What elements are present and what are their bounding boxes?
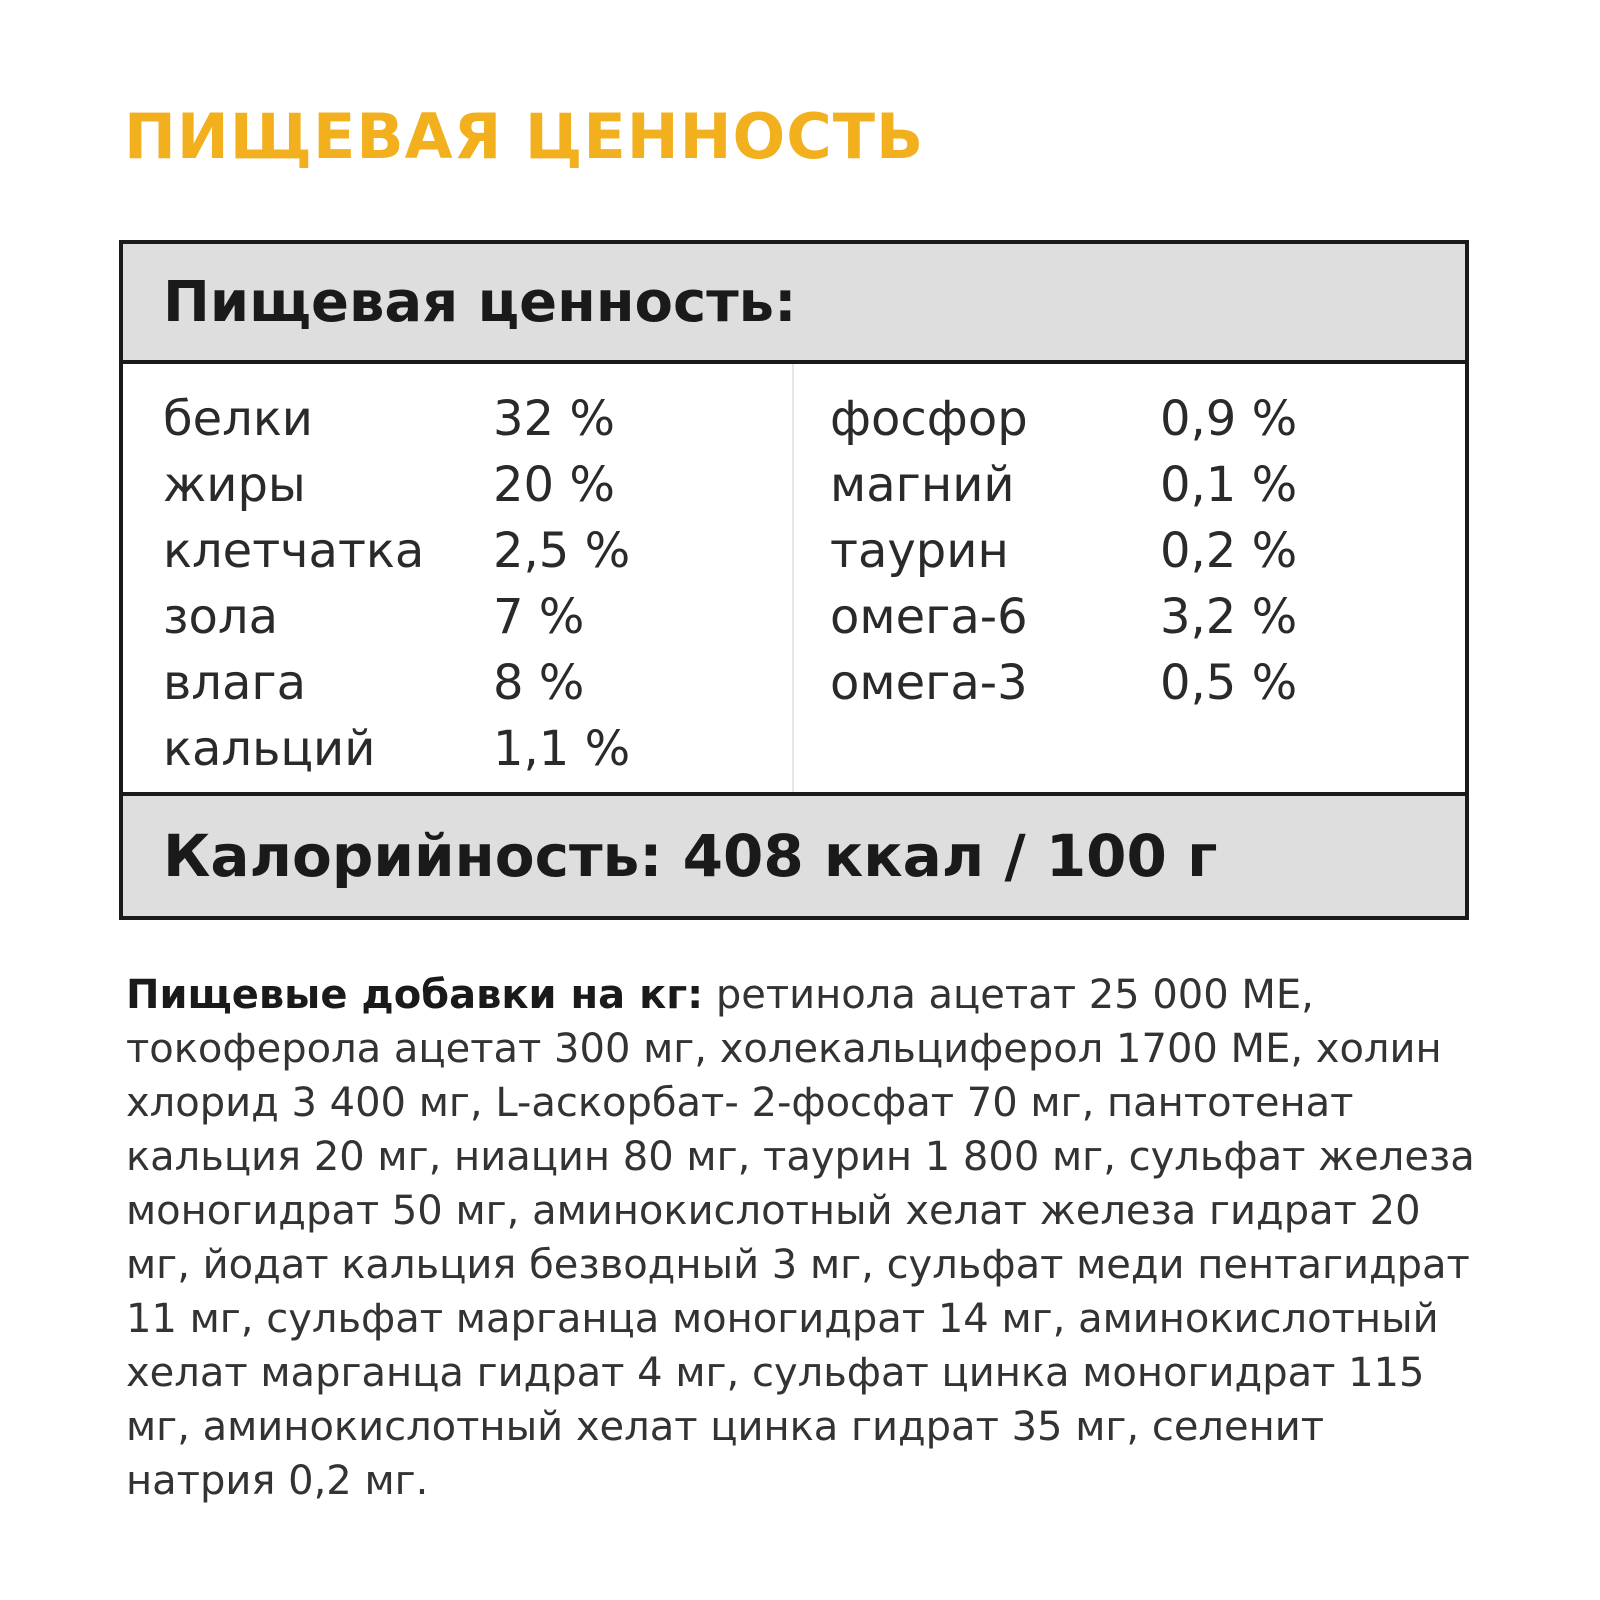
- nutrient-name: влага: [163, 655, 307, 711]
- nutrients-right-column: [794, 364, 1465, 792]
- additives-paragraph: [126, 968, 1486, 1508]
- nutrient-row: [830, 452, 1465, 518]
- nutrient-name: омега-6: [830, 589, 1028, 645]
- page-title: ПИЩЕВАЯ ЦЕННОСТЬ: [124, 100, 925, 173]
- nutrient-name: кальций: [163, 721, 376, 777]
- nutrients-left-column: [123, 364, 794, 792]
- nutrient-name: омега-3: [830, 655, 1028, 711]
- nutrient-value: 0,9 %: [1160, 391, 1298, 447]
- nutrient-name: магний: [830, 457, 1015, 513]
- nutrient-row: [830, 386, 1465, 452]
- nutrient-value: 2,5 %: [493, 523, 631, 579]
- nutrient-row: [163, 452, 792, 518]
- nutrient-row: [830, 584, 1465, 650]
- nutrient-value: 7 %: [493, 589, 585, 645]
- nutrient-value: 20 %: [493, 457, 615, 513]
- nutrient-row: [163, 386, 792, 452]
- additives-text: ретинола ацетат 25 000 МЕ, токоферола ацетат 300 мг, холекальциферол 1700 МЕ, холин хлорид 3 400 мг, L-аскорбат- 2-фосфат 70 мг, пантотенат кальция 20 мг, ниацин 80 мг, таурин 1 800 мг, сульфат железа моногидрат 50 мг, аминокислотный хелат железа гидрат 20 мг, йодат кальция безводный 3 мг, сульфат меди пентагидрат 11 мг, сульфат марганца моногидрат 14 мг, аминокислотный хелат марганца гидрат 4 мг, сульфат цинка моногидрат 115 мг, аминокислотный хелат цинка гидрат 35 мг, селенит натрия 0,2 мг.: [126, 972, 1475, 1504]
- table-body: [123, 364, 1465, 792]
- nutrient-row: [163, 584, 792, 650]
- nutrient-name: фосфор: [830, 391, 1028, 447]
- calorie-footer: Калорийность: 408 ккал / 100 г: [123, 792, 1465, 916]
- nutrient-value: 8 %: [493, 655, 585, 711]
- nutrient-row: [163, 716, 792, 782]
- nutrient-value: 0,5 %: [1160, 655, 1298, 711]
- nutrient-value: 32 %: [493, 391, 615, 447]
- nutrient-name: белки: [163, 391, 313, 447]
- nutrient-value: 3,2 %: [1160, 589, 1298, 645]
- nutrient-value: 0,2 %: [1160, 523, 1298, 579]
- nutrient-value: 1,1 %: [493, 721, 631, 777]
- nutrient-value: 0,1 %: [1160, 457, 1298, 513]
- nutrient-row: [830, 518, 1465, 584]
- table-header: Пищевая ценность:: [123, 244, 1465, 364]
- nutrient-row: [830, 650, 1465, 716]
- nutrient-name: зола: [163, 589, 278, 645]
- additives-label: Пищевые добавки на кг:: [126, 972, 704, 1018]
- nutrient-row: [163, 650, 792, 716]
- nutrient-name: клетчатка: [163, 523, 425, 579]
- nutrient-row: [163, 518, 792, 584]
- nutrient-name: таурин: [830, 523, 1009, 579]
- nutrient-name: жиры: [163, 457, 306, 513]
- nutrition-table: [119, 240, 1469, 920]
